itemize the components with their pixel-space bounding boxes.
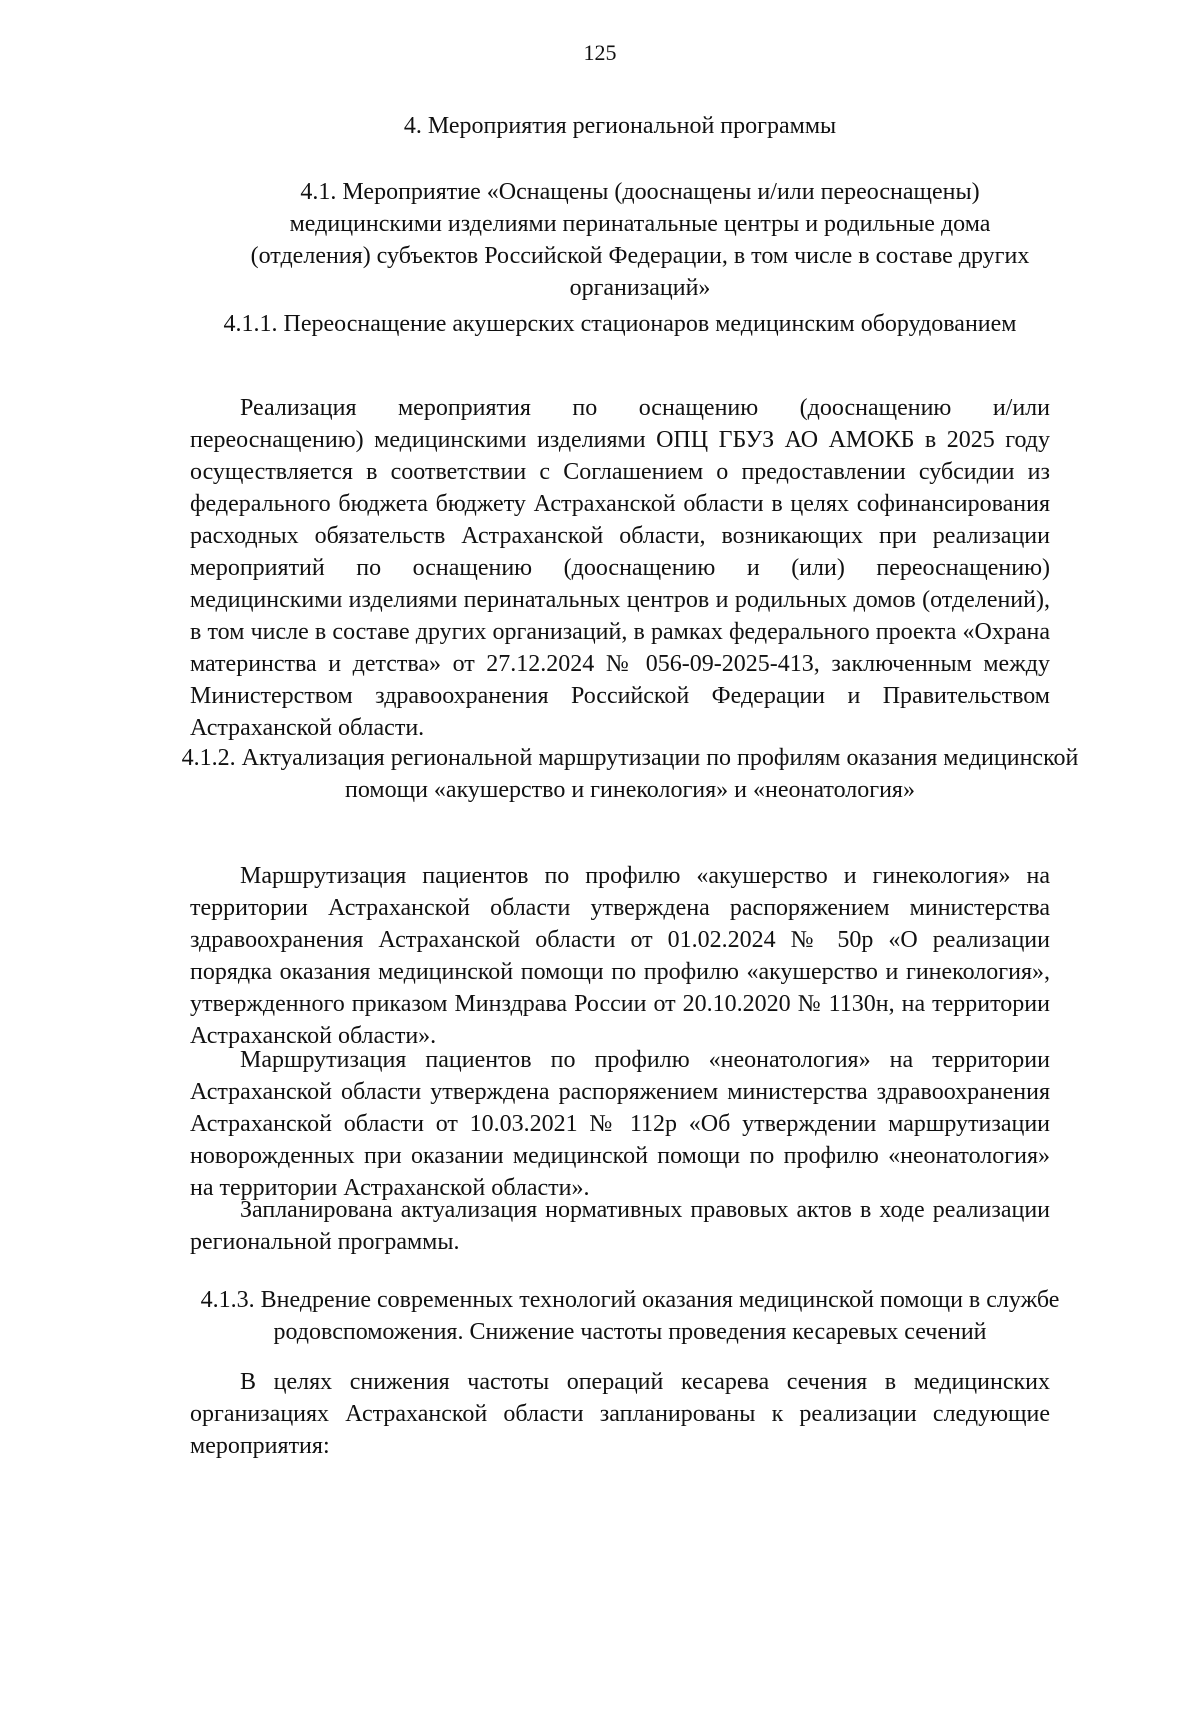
paragraph-4-1-1: Реализация мероприятия по оснащению (дооснащению и/или переоснащению) медицинскими изделиями ОПЦ ГБУЗ АО АМОКБ в 2025 году осуществляется в соответствии с Соглашением о предоставлении субсидии из федерального бюджета бюджету Астраханской области в целях софинансирования расходных обязательств Астраханской области, возникающих при реализации мероприятий по оснащению (дооснащению и (или) переоснащению) медицинскими изделиями перинатальных центров и родильных домов (отделений), в том числе в составе других организаций, в рамках федерального проекта «Охрана материнства и детства» от 27.12.2024 № 056-09-2025-413, заключенным между Министерством здравоохранения Российской Федерации и Правительством Астраханской области. bbox=[190, 395, 1050, 741]
paragraph-4-1-2-planned: Запланирована актуализация нормативных правовых актов в ходе реализации региональной программы. bbox=[190, 1197, 1050, 1255]
paragraph-4-1-2-obstetrics: Маршрутизация пациентов по профилю «акушерство и гинекология» на территории Астраханской области утверждена распоряжением министерства здравоохранения Астраханской области от 01.02.2024 № 50р «О реализации порядка оказания медицинской помощи по профилю «акушерство и гинекология», утвержденного приказом Минздрава России от 20.10.2020 № 1130н, на территории Астраханской области». bbox=[190, 863, 1050, 1049]
subsection-4-1-2-title: 4.1.2. Актуализация региональной маршрутизации по профилям оказания медицинской помощи «акушерство и гинекология» и «неонатология» bbox=[181, 745, 1079, 803]
page-number: 125 bbox=[583, 40, 617, 65]
paragraph-4-1-3: В целях снижения частоты операций кесарева сечения в медицинских организациях Астраханской области запланированы к реализации следующие мероприятия: bbox=[190, 1369, 1050, 1459]
subsection-4-1-3-title: 4.1.3. Внедрение современных технологий оказания медицинской помощи в службе родовспоможения. Снижение частоты проведения кесаревых сечений bbox=[200, 1287, 1060, 1345]
subsection-4-1-title: 4.1. Мероприятие «Оснащены (дооснащены и/или переоснащены) медицинскими изделиями перинатальные центры и родильные дома (отделения) субъектов Российской Федерации, в том числе в составе других организаций» bbox=[250, 179, 1030, 301]
section-title: 4. Мероприятия региональной программы bbox=[403, 113, 837, 139]
subsection-4-1-1-title: 4.1.1. Переоснащение акушерских стационаров медицинским оборудованием bbox=[223, 311, 1017, 337]
paragraph-4-1-2-neonatology: Маршрутизация пациентов по профилю «неонатология» на территории Астраханской области утверждена распоряжением министерства здравоохранения Астраханской области от 10.03.2021 № 112р «Об утверждении маршрутизации новорожденных при оказании медицинской помощи по профилю «неонатология» на территории Астраханской области». bbox=[190, 1047, 1050, 1201]
